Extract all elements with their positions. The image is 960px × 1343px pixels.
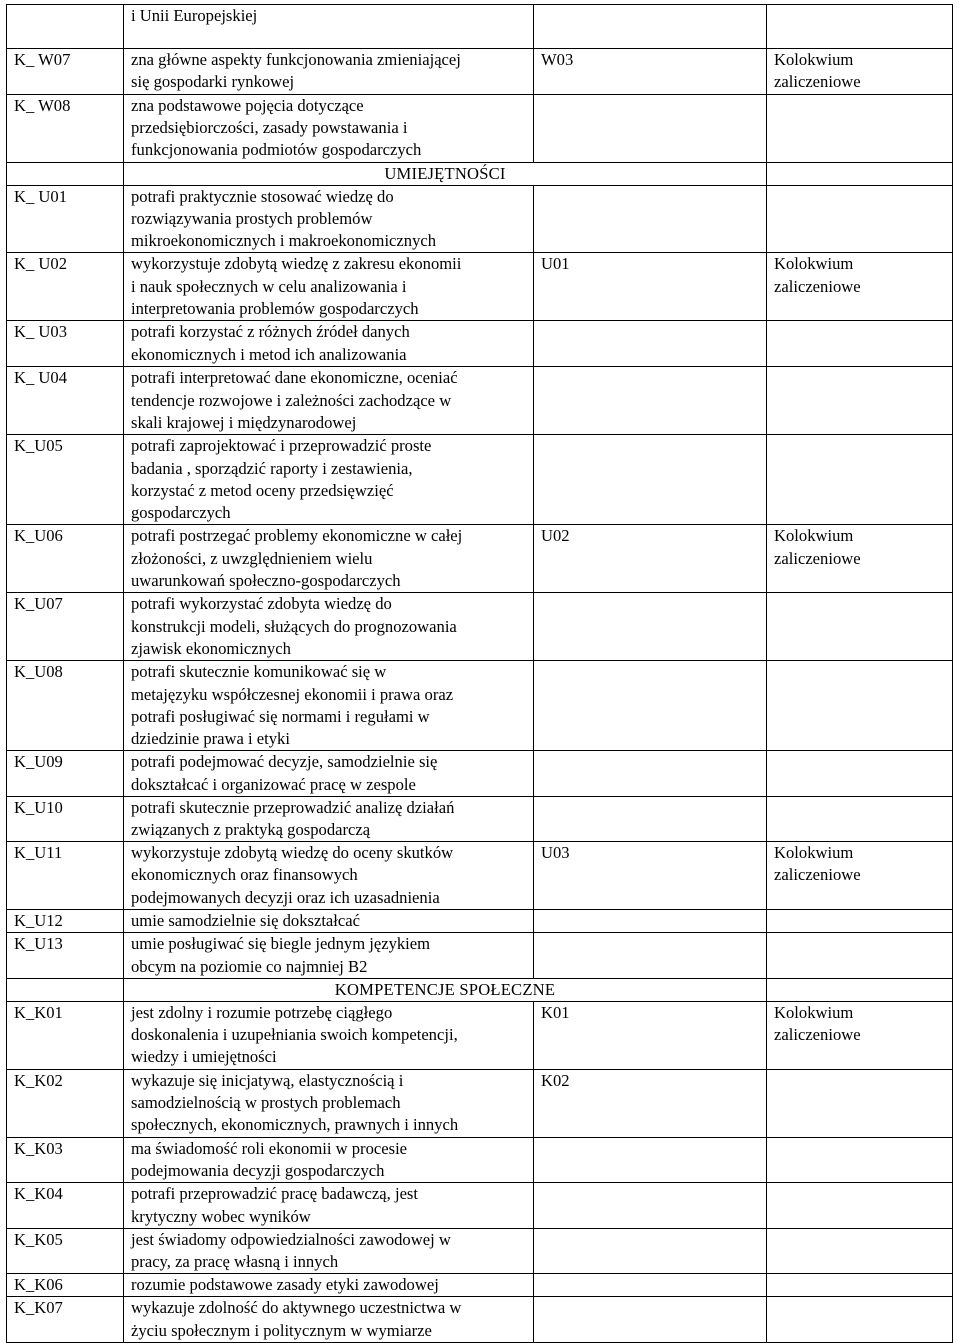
section-header-form-cell	[767, 162, 953, 185]
reference-code-cell	[534, 661, 767, 751]
verification-form-cell: Kolokwium zaliczeniowe	[767, 525, 953, 593]
outcome-description-cell: potrafi interpretować dane ekonomiczne, oceniać tendencje rozwojowe i zależności zachodzące w skali krajowej i międzynarodowej	[124, 367, 534, 435]
reference-code-cell: U02	[534, 525, 767, 593]
section-header-code-cell	[7, 162, 124, 185]
table-row	[7, 525, 953, 593]
outcome-code-cell: K_ W07	[7, 49, 124, 95]
reference-code-cell	[534, 593, 767, 661]
verification-form-cell	[767, 1228, 953, 1273]
outcome-description-cell: wykazuje zdolność do aktywnego uczestnictwa w życiu społecznym i politycznym w wymiarze	[124, 1297, 534, 1342]
reference-code-cell	[534, 1274, 767, 1297]
outcome-description-cell: rozumie podstawowe zasady etyki zawodowej	[124, 1274, 534, 1297]
verification-form-cell	[767, 593, 953, 661]
outcome-code-cell: K_ U01	[7, 185, 124, 253]
section-header-row	[7, 162, 953, 185]
verification-form-cell	[767, 185, 953, 253]
outcome-code-cell: K_K04	[7, 1183, 124, 1228]
outcome-description-cell: ma świadomość roli ekonomii w procesie podejmowania decyzji gospodarczych	[124, 1138, 534, 1183]
reference-code-cell	[534, 321, 767, 367]
outcome-code-cell: K_K05	[7, 1228, 124, 1273]
outcome-description-cell: umie samodzielnie się dokształcać	[124, 910, 534, 933]
section-header-cell	[124, 162, 767, 185]
verification-form-cell	[767, 1138, 953, 1183]
outcome-description-cell: potrafi przeprowadzić pracę badawczą, jest krytyczny wobec wyników	[124, 1183, 534, 1228]
outcome-code-cell: K_K03	[7, 1138, 124, 1183]
outcome-code-cell: K_U12	[7, 910, 124, 933]
section-header-code-cell	[7, 978, 124, 1001]
reference-code-cell	[534, 1183, 767, 1228]
reference-code-cell	[534, 933, 767, 978]
reference-code-cell: K01	[534, 1002, 767, 1070]
reference-code-cell	[534, 1297, 767, 1342]
reference-code-cell	[534, 95, 767, 163]
outcome-description-cell: potrafi skutecznie komunikować się w metajęzyku współczesnej ekonomii i prawa oraz potrafi posługiwać się normami i regułami w dziedzinie prawa i etyki	[124, 661, 534, 751]
table-row	[7, 933, 953, 978]
table-row	[7, 842, 953, 910]
section-header-skills: UMIEJĘTNOŚCI	[384, 163, 506, 183]
learning-outcomes-table	[6, 4, 953, 1343]
reference-code-cell: U01	[534, 253, 767, 321]
verification-form-cell	[767, 910, 953, 933]
outcome-code-cell: K_U07	[7, 593, 124, 661]
section-header-social: KOMPETENCJE SPOŁECZNE	[334, 979, 556, 999]
verification-form-cell: Kolokwium zaliczeniowe	[767, 1002, 953, 1070]
table-row	[7, 185, 953, 253]
verification-form-cell	[767, 435, 953, 525]
reference-code-cell	[534, 751, 767, 796]
outcome-code-cell: K_K02	[7, 1070, 124, 1138]
outcome-description-cell: zna główne aspekty funkcjonowania zmieniającej się gospodarki rynkowej	[124, 49, 534, 95]
outcome-description-cell: potrafi zaprojektować i przeprowadzić proste badania , sporządzić raporty i zestawienia, korzystać z metod oceny przedsięwzięć gospodarczych	[124, 435, 534, 525]
table-row	[7, 95, 953, 163]
verification-form-cell	[767, 933, 953, 978]
outcome-description-cell: jest zdolny i rozumie potrzebę ciągłego doskonalenia i uzupełniania swoich kompetencji, wiedzy i umiejętności	[124, 1002, 534, 1070]
verification-form-cell	[767, 1297, 953, 1342]
reference-code-cell: W03	[534, 49, 767, 95]
verification-form-cell	[767, 95, 953, 163]
table-row	[7, 321, 953, 367]
table-row	[7, 910, 953, 933]
verification-form-cell: Kolokwium zaliczeniowe	[767, 842, 953, 910]
table-row	[7, 367, 953, 435]
section-header-cell	[124, 978, 767, 1001]
outcome-description-cell: potrafi wykorzystać zdobyta wiedzę do konstrukcji modeli, służących do prognozowania zjawisk ekonomicznych	[124, 593, 534, 661]
outcome-code-cell: K_U09	[7, 751, 124, 796]
reference-code-cell	[534, 435, 767, 525]
table-row	[7, 1297, 953, 1342]
verification-form-cell: Kolokwium zaliczeniowe	[767, 253, 953, 321]
outcome-description-cell: jest świadomy odpowiedzialności zawodowej w pracy, za pracę własną i innych	[124, 1228, 534, 1273]
section-header-form-cell	[767, 978, 953, 1001]
verification-form-cell	[767, 1274, 953, 1297]
outcome-code-cell: K_K07	[7, 1297, 124, 1342]
verification-form-cell: Kolokwium zaliczeniowe	[767, 49, 953, 95]
outcome-description-cell: wykazuje się inicjatywą, elastycznością i samodzielnością w prostych problemach społecznych, ekonomicznych, prawnych i innych	[124, 1070, 534, 1138]
outcome-code-cell: K_U13	[7, 933, 124, 978]
outcome-code-cell: K_U11	[7, 842, 124, 910]
outcome-description-cell: potrafi skutecznie przeprowadzić analizę działań związanych z praktyką gospodarczą	[124, 796, 534, 841]
verification-form-cell	[767, 1183, 953, 1228]
reference-code-cell	[534, 910, 767, 933]
reference-code-cell	[534, 1138, 767, 1183]
outcome-code-cell: K_U08	[7, 661, 124, 751]
outcome-code-cell: K_U10	[7, 796, 124, 841]
outcome-description-cell: umie posługiwać się biegle jednym językiem obcym na poziomie co najmniej B2	[124, 933, 534, 978]
outcome-code-cell: K_K06	[7, 1274, 124, 1297]
outcome-code-cell: K_ U02	[7, 253, 124, 321]
outcome-code-cell: K_ U04	[7, 367, 124, 435]
outcome-code-cell: K_U06	[7, 525, 124, 593]
reference-code-cell: U03	[534, 842, 767, 910]
table-row	[7, 796, 953, 841]
reference-code-cell	[534, 1228, 767, 1273]
outcome-code-cell	[7, 5, 124, 49]
table-row	[7, 1274, 953, 1297]
table-row	[7, 49, 953, 95]
table-row	[7, 5, 953, 49]
outcome-description-cell: potrafi postrzegać problemy ekonomiczne w całej złożoności, z uwzględnieniem wielu uwarunkowań społeczno-gospodarczych	[124, 525, 534, 593]
verification-form-cell	[767, 751, 953, 796]
table-row	[7, 1070, 953, 1138]
reference-code-cell: K02	[534, 1070, 767, 1138]
verification-form-cell	[767, 796, 953, 841]
table-row	[7, 1183, 953, 1228]
outcome-description-cell: potrafi korzystać z różnych źródeł danych ekonomicznych i metod ich analizowania	[124, 321, 534, 367]
outcome-description-cell: wykorzystuje zdobytą wiedzę z zakresu ekonomii i nauk społecznych w celu analizowania i interpretowania problemów gospodarczych	[124, 253, 534, 321]
table-row	[7, 435, 953, 525]
table-row	[7, 1138, 953, 1183]
reference-code-cell	[534, 367, 767, 435]
outcome-description-cell: i Unii Europejskiej	[124, 5, 534, 49]
reference-code-cell	[534, 796, 767, 841]
outcome-code-cell: K_U05	[7, 435, 124, 525]
table-row	[7, 253, 953, 321]
outcome-description-cell: potrafi praktycznie stosować wiedzę do rozwiązywania prostych problemów mikroekonomicznych i makroekonomicznych	[124, 185, 534, 253]
table-row	[7, 1228, 953, 1273]
outcome-description-cell: potrafi podejmować decyzje, samodzielnie się dokształcać i organizować pracę w zespole	[124, 751, 534, 796]
verification-form-cell	[767, 5, 953, 49]
table-row	[7, 1002, 953, 1070]
verification-form-cell	[767, 661, 953, 751]
table-row	[7, 661, 953, 751]
section-header-row	[7, 978, 953, 1001]
outcome-code-cell: K_ U03	[7, 321, 124, 367]
outcome-description-cell: zna podstawowe pojęcia dotyczące przedsiębiorczości, zasady powstawania i funkcjonowania podmiotów gospodarczych	[124, 95, 534, 163]
reference-code-cell	[534, 5, 767, 49]
reference-code-cell	[534, 185, 767, 253]
table-row	[7, 751, 953, 796]
verification-form-cell	[767, 1070, 953, 1138]
table-body	[7, 5, 953, 1343]
outcome-code-cell: K_K01	[7, 1002, 124, 1070]
table-row	[7, 593, 953, 661]
outcome-code-cell: K_ W08	[7, 95, 124, 163]
verification-form-cell	[767, 321, 953, 367]
outcome-description-cell: wykorzystuje zdobytą wiedzę do oceny skutków ekonomicznych oraz finansowych podejmowanych decyzji oraz ich uzasadnienia	[124, 842, 534, 910]
verification-form-cell	[767, 367, 953, 435]
